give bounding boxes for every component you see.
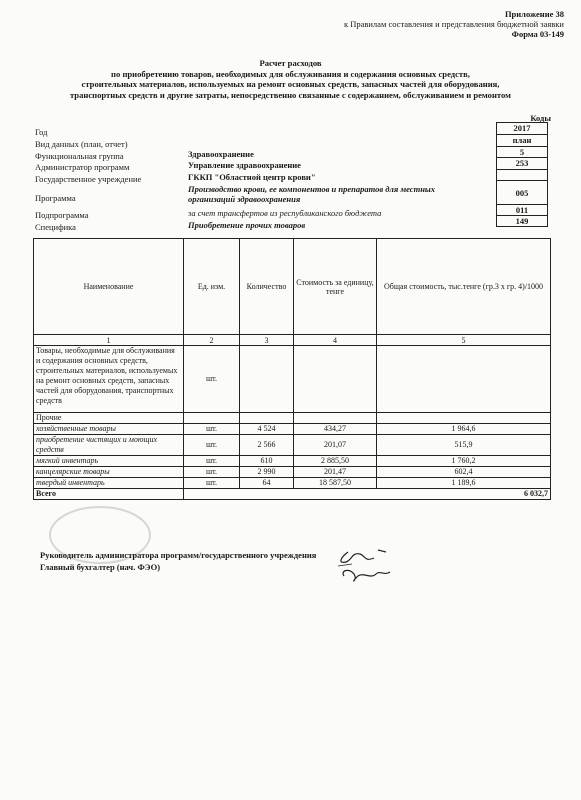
meta-label-data-type: Вид данных (план, отчет) [35,139,128,149]
signature-accountant-label: Главный бухгалтер (нач. ФЭО) [40,562,161,572]
column-numbers-row [34,335,551,346]
meta-label-subprogram: Подпрограмма [35,210,89,220]
table-row-other [34,413,551,424]
meta-label-year: Год [35,127,48,137]
row-qty: 64 [240,478,294,489]
meta-value-func-group: Здравоохранение [188,149,254,159]
codes-header: Коды [530,113,551,123]
signature-director-label: Руководитель администратора программ/государственного учреждения [40,550,317,560]
code-program: 005 [497,181,547,205]
row-name: приобретение чистящих и моющих средств [34,435,184,456]
meta-label-institution: Государственное учреждение [35,174,142,184]
col-number: 1 [34,335,184,346]
row-name: канцелярские товары [34,467,184,478]
meta-label-program: Программа [35,193,76,203]
table-row-total [34,489,551,500]
document-title [0,58,581,100]
title-line-2: по приобретению товаров, необходимых для обслуживания и содержания основных средств, [111,68,470,79]
meta-label-specifics: Специфика [35,222,76,232]
row-total: 1 189,6 [377,478,551,489]
code-institution [497,170,547,181]
appendix-number: Приложение 38 [504,9,564,19]
cell-empty [240,413,294,424]
header-price: Стоимость за единицу, тенге [294,239,377,335]
title-line-3: строительных материалов, используемых на ремонт основных средств, запасных частей для оборудования, [81,79,500,89]
main-item-unit: шт. [184,346,240,413]
col-number: 4 [294,335,377,346]
col-number: 5 [377,335,551,346]
cell-empty [184,413,240,424]
table-header-row [34,239,551,335]
meta-value-admin: Управление здравоохранение [188,160,301,170]
appendix-rules: к Правилам составления и представления бюджетной заявки [343,19,564,29]
header-qty: Количество [240,239,294,335]
meta-label-func-group: Функциональная группа [35,151,124,161]
header-total: Общая стоимость, тыс.тенге (гр.3 х гр. 4)/1000 [377,239,551,335]
row-unit: шт. [184,424,240,435]
code-data-type: план [497,135,547,147]
row-price: 434,27 [294,424,377,435]
table-row [34,456,551,467]
meta-label-admin: Администратор программ [35,162,130,172]
cell-empty [240,346,294,413]
table-row [34,435,551,456]
cell-empty [377,346,551,413]
row-name: твердый инвентарь [34,478,184,489]
row-qty: 2 990 [240,467,294,478]
meta-value-program: Производство крови, ее компонентов и препаратов для местных организаций здравоохранения [188,184,436,204]
title-line-4: транспортных средств и другие затраты, непосредственно связанные с содержанием, обслуживанием и ремонтом [69,89,512,100]
row-total: 1 964,6 [377,424,551,435]
row-price: 2 885,50 [294,456,377,467]
handwritten-signature [330,540,400,590]
row-name: хозяйственные товары [34,424,184,435]
row-name: мягкий инвентарь [34,456,184,467]
row-unit: шт. [184,467,240,478]
table-row [34,424,551,435]
other-label: Прочие [34,413,184,424]
total-label: Всего [34,489,184,500]
header-name: Наименование [34,239,184,335]
code-admin: 253 [497,158,547,170]
row-unit: шт. [184,435,240,456]
row-price: 18 587,50 [294,478,377,489]
row-unit: шт. [184,478,240,489]
row-qty: 2 566 [240,435,294,456]
table-row [34,478,551,489]
code-func-group: 5 [497,147,547,158]
table-row [34,467,551,478]
appendix-header [344,9,564,39]
row-unit: шт. [184,456,240,467]
appendix-form: Форма 03-149 [511,29,564,39]
row-total: 1 760,2 [377,456,551,467]
meta-value-specifics: Приобретение прочих товаров [188,220,306,230]
cell-empty [294,413,377,424]
row-total: 602,4 [377,467,551,478]
total-value: 6 032,7 [184,489,551,500]
table-row-main-item [34,346,551,413]
code-specifics: 149 [497,216,547,227]
expenses-table [33,238,551,500]
meta-value-institution: ГККП "Областной центр крови" [188,172,316,182]
row-qty: 610 [240,456,294,467]
col-number: 2 [184,335,240,346]
title-line-1: Расчет расходов [259,58,322,68]
row-total: 515,9 [377,435,551,456]
code-year: 2017 [497,123,547,135]
header-unit: Ед. изм. [184,239,240,335]
main-item-name: Товары, необходимые для обслуживания и содержания основных средств, строительных материалов, используемых на ремонт основных средств, запасных частей для оборудования, транспортных средств [34,346,184,413]
row-price: 201,07 [294,435,377,456]
row-qty: 4 524 [240,424,294,435]
cell-empty [294,346,377,413]
code-subprogram: 011 [497,205,547,216]
codes-column [496,122,548,227]
cell-empty [377,413,551,424]
row-price: 201,47 [294,467,377,478]
meta-value-subprogram: за счет трансфертов из республиканского бюджета [188,208,382,218]
col-number: 3 [240,335,294,346]
